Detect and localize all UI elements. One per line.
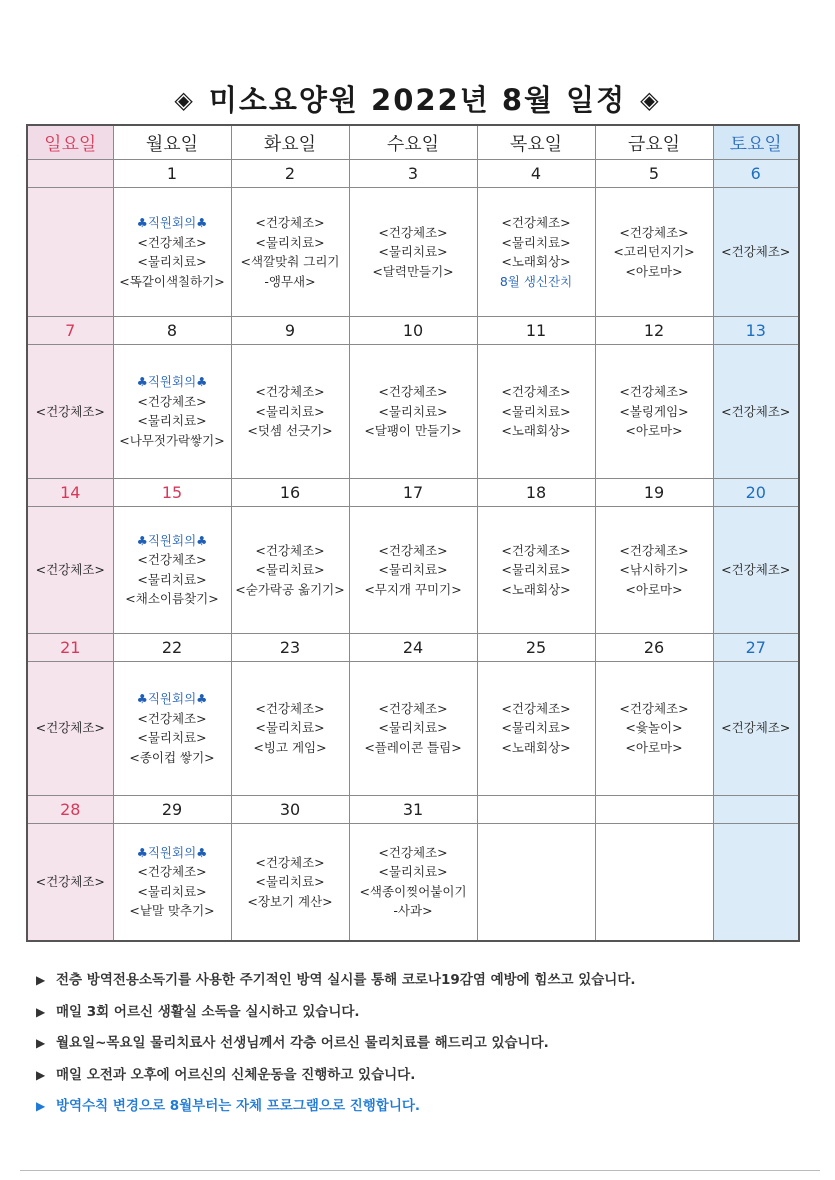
event-item: <건강체조> bbox=[137, 393, 207, 409]
weekday-friday: 금요일 bbox=[595, 125, 713, 160]
date-number-thursday: 25 bbox=[477, 633, 595, 661]
event-item: <건강체조> bbox=[721, 244, 791, 260]
event-item: <건강체조> bbox=[721, 720, 791, 736]
event-item: <건강체조> bbox=[619, 700, 689, 716]
weekday-thursday: 목요일 bbox=[477, 125, 595, 160]
event-item: <물리치료> bbox=[378, 562, 448, 578]
date-number-tuesday: 9 bbox=[231, 316, 349, 344]
event-item: <건강체조> bbox=[255, 215, 325, 231]
day-cell-wednesday bbox=[349, 345, 477, 479]
week-events-row bbox=[27, 823, 799, 941]
note-text: 전층 방역전용소독기를 사용한 주기적인 방역 실시를 통해 코로나19감염 예방에 힘쓰고 있습니다. bbox=[56, 972, 636, 988]
triangle-arrow-icon: ▶ bbox=[36, 1067, 46, 1082]
date-number-sunday: 28 bbox=[27, 795, 113, 823]
event-item: <건강체조> bbox=[137, 710, 207, 726]
event-item: <아로마> bbox=[625, 581, 683, 597]
event-item: <건강체조> bbox=[721, 403, 791, 419]
date-number-tuesday: 23 bbox=[231, 633, 349, 661]
note-item bbox=[36, 1063, 806, 1083]
day-cell-sunday bbox=[27, 506, 113, 633]
event-item: <낚시하기> bbox=[619, 562, 689, 578]
event-highlight: ♣직원회의♣ bbox=[136, 691, 208, 707]
event-item: <건강체조> bbox=[619, 542, 689, 558]
event-item: <건강체조> bbox=[35, 874, 105, 890]
diamond-icon: ◈ bbox=[640, 86, 661, 114]
event-item: <물리치료> bbox=[137, 883, 207, 899]
day-cell-sunday bbox=[27, 661, 113, 795]
event-item: <똑같이색칠하기> bbox=[119, 273, 225, 289]
event-item: <물리치료> bbox=[501, 720, 571, 736]
weekday-wednesday: 수요일 bbox=[349, 125, 477, 160]
event-item: <물리치료> bbox=[255, 874, 325, 890]
event-item: <건강체조> bbox=[35, 562, 105, 578]
event-item: <건강체조> bbox=[378, 384, 448, 400]
event-item: <건강체조> bbox=[255, 542, 325, 558]
day-cell-wednesday bbox=[349, 188, 477, 317]
event-item: <건강체조> bbox=[255, 384, 325, 400]
diamond-icon: ◈ bbox=[174, 86, 195, 114]
date-number-monday: 1 bbox=[113, 160, 231, 188]
date-number-saturday: 27 bbox=[713, 633, 799, 661]
event-item: <무지개 꾸미기> bbox=[364, 581, 462, 597]
event-item: <건강체조> bbox=[255, 854, 325, 870]
date-number-sunday: 14 bbox=[27, 478, 113, 506]
event-item: <아로마> bbox=[625, 739, 683, 755]
page-title bbox=[0, 78, 835, 119]
day-cell-monday bbox=[113, 823, 231, 941]
event-item: <물리치료> bbox=[137, 730, 207, 746]
date-number-saturday: 6 bbox=[713, 160, 799, 188]
event-item: -사과> bbox=[393, 903, 433, 919]
date-number-saturday: 20 bbox=[713, 478, 799, 506]
event-item: <종이컵 쌓기> bbox=[129, 749, 215, 765]
date-number-sunday bbox=[27, 160, 113, 188]
date-number-thursday bbox=[477, 795, 595, 823]
event-item: <물리치료> bbox=[137, 571, 207, 587]
day-cell-sunday bbox=[27, 823, 113, 941]
week-number-row bbox=[27, 478, 799, 506]
week-number-row bbox=[27, 316, 799, 344]
date-number-thursday: 11 bbox=[477, 316, 595, 344]
event-item: <건강체조> bbox=[378, 224, 448, 240]
event-item: <건강체조> bbox=[378, 844, 448, 860]
event-item: <건강체조> bbox=[35, 403, 105, 419]
day-cell-wednesday bbox=[349, 506, 477, 633]
day-cell-friday bbox=[595, 661, 713, 795]
day-cell-tuesday bbox=[231, 506, 349, 633]
date-number-saturday: 13 bbox=[713, 316, 799, 344]
event-item: <아로마> bbox=[625, 263, 683, 279]
day-cell-wednesday bbox=[349, 661, 477, 795]
event-item: <플레이콘 틀림> bbox=[364, 739, 462, 755]
event-item: <건강체조> bbox=[35, 720, 105, 736]
day-cell-friday bbox=[595, 506, 713, 633]
event-item: <물리치료> bbox=[137, 254, 207, 270]
day-cell-tuesday bbox=[231, 345, 349, 479]
note-text: 매일 3회 어르신 생활실 소독을 실시하고 있습니다. bbox=[56, 1003, 360, 1020]
event-highlight: 8월 생신잔치 bbox=[499, 273, 573, 289]
date-number-friday: 12 bbox=[595, 316, 713, 344]
event-item: <물리치료> bbox=[378, 403, 448, 419]
date-number-wednesday: 31 bbox=[349, 795, 477, 823]
day-cell-saturday bbox=[713, 188, 799, 317]
event-highlight: ♣직원회의♣ bbox=[136, 374, 208, 390]
note-item bbox=[36, 968, 806, 988]
event-item: <물리치료> bbox=[255, 234, 325, 250]
event-highlight: ♣직원회의♣ bbox=[136, 532, 208, 548]
event-item: <물리치료> bbox=[378, 720, 448, 736]
day-cell-monday bbox=[113, 345, 231, 479]
event-item: <윷놀이> bbox=[625, 720, 683, 736]
weekday-header-row bbox=[27, 125, 799, 160]
date-number-friday: 19 bbox=[595, 478, 713, 506]
event-item: <물리치료> bbox=[378, 244, 448, 260]
date-number-thursday: 18 bbox=[477, 478, 595, 506]
title-text: 미소요양원 2022년 8월 일정 bbox=[208, 83, 627, 117]
date-number-monday: 29 bbox=[113, 795, 231, 823]
date-number-wednesday: 17 bbox=[349, 478, 477, 506]
event-item: <노래회상> bbox=[501, 423, 571, 439]
event-highlight: ♣직원회의♣ bbox=[136, 844, 208, 860]
event-highlight: ♣직원회의♣ bbox=[136, 215, 208, 231]
event-item: <고리던지기> bbox=[613, 244, 695, 260]
day-cell-sunday bbox=[27, 345, 113, 479]
date-number-saturday bbox=[713, 795, 799, 823]
date-number-wednesday: 24 bbox=[349, 633, 477, 661]
note-text: 월요일~목요일 물리치료사 선생님께서 각층 어르신 물리치료를 해드리고 있습니다. bbox=[56, 1035, 549, 1051]
day-cell-monday bbox=[113, 661, 231, 795]
day-cell-wednesday bbox=[349, 823, 477, 941]
event-item: <숟가락공 옮기기> bbox=[235, 581, 345, 597]
event-item: <건강체조> bbox=[721, 562, 791, 578]
day-cell-saturday bbox=[713, 506, 799, 633]
event-item: <건강체조> bbox=[137, 234, 207, 250]
week-number-row bbox=[27, 633, 799, 661]
event-item: <노래회상> bbox=[501, 581, 571, 597]
event-item: <물리치료> bbox=[501, 234, 571, 250]
note-text: 매일 오전과 오후에 어르신의 신체운동을 진행하고 있습니다. bbox=[56, 1066, 416, 1083]
event-item: <아로마> bbox=[625, 423, 683, 439]
date-number-friday bbox=[595, 795, 713, 823]
week-events-row bbox=[27, 188, 799, 317]
event-item: <채소이름찾기> bbox=[125, 591, 219, 607]
event-item: <건강체조> bbox=[378, 542, 448, 558]
day-cell-saturday bbox=[713, 823, 799, 941]
week-events-row bbox=[27, 345, 799, 479]
event-item: <덧셈 선긋기> bbox=[247, 423, 333, 439]
event-item: <물리치료> bbox=[255, 720, 325, 736]
event-item: <건강체조> bbox=[619, 224, 689, 240]
event-item: <건강체조> bbox=[378, 700, 448, 716]
day-cell-thursday bbox=[477, 506, 595, 633]
date-number-monday: 22 bbox=[113, 633, 231, 661]
event-item: <건강체조> bbox=[137, 864, 207, 880]
event-item: <물리치료> bbox=[501, 403, 571, 419]
day-cell-saturday bbox=[713, 661, 799, 795]
date-number-tuesday: 30 bbox=[231, 795, 349, 823]
event-item: <색종이찢어붙이기 bbox=[359, 883, 467, 899]
day-cell-thursday bbox=[477, 661, 595, 795]
date-number-sunday: 7 bbox=[27, 316, 113, 344]
event-item: <건강체조> bbox=[501, 384, 571, 400]
date-number-thursday: 4 bbox=[477, 160, 595, 188]
calendar-table bbox=[26, 124, 800, 942]
note-item bbox=[36, 1031, 806, 1051]
date-number-tuesday: 16 bbox=[231, 478, 349, 506]
date-number-monday: 15 bbox=[113, 478, 231, 506]
event-item: <달력만들기> bbox=[372, 263, 454, 279]
event-item: <물리치료> bbox=[255, 562, 325, 578]
date-number-wednesday: 3 bbox=[349, 160, 477, 188]
weekday-tuesday: 화요일 bbox=[231, 125, 349, 160]
day-cell-tuesday bbox=[231, 188, 349, 317]
notes-list bbox=[36, 968, 806, 1126]
day-cell-friday bbox=[595, 188, 713, 317]
day-cell-tuesday bbox=[231, 661, 349, 795]
date-number-tuesday: 2 bbox=[231, 160, 349, 188]
week-events-row bbox=[27, 506, 799, 633]
event-item: <달팽이 만들기> bbox=[364, 423, 462, 439]
week-number-row bbox=[27, 795, 799, 823]
event-item: <빙고 게임> bbox=[253, 739, 327, 755]
day-cell-sunday bbox=[27, 188, 113, 317]
date-number-friday: 5 bbox=[595, 160, 713, 188]
event-item: <노래회상> bbox=[501, 254, 571, 270]
triangle-arrow-icon: ▶ bbox=[36, 1036, 46, 1050]
day-cell-thursday bbox=[477, 188, 595, 317]
divider bbox=[20, 1170, 820, 1171]
event-item: <물리치료> bbox=[501, 562, 571, 578]
event-item: <나무젓가락쌓기> bbox=[119, 432, 225, 448]
day-cell-friday bbox=[595, 345, 713, 479]
event-item: <색깔맞춰 그리기 bbox=[240, 254, 340, 270]
event-item: <낱말 맞추기> bbox=[129, 903, 215, 919]
weekday-monday: 월요일 bbox=[113, 125, 231, 160]
event-item: <건강체조> bbox=[137, 552, 207, 568]
event-item: <건강체조> bbox=[501, 215, 571, 231]
day-cell-thursday bbox=[477, 345, 595, 479]
day-cell-friday bbox=[595, 823, 713, 941]
event-item: <노래회상> bbox=[501, 739, 571, 755]
note-item bbox=[36, 1094, 806, 1114]
date-number-friday: 26 bbox=[595, 633, 713, 661]
event-item: <물리치료> bbox=[255, 403, 325, 419]
triangle-arrow-icon: ▶ bbox=[36, 973, 46, 987]
day-cell-thursday bbox=[477, 823, 595, 941]
weekday-saturday: 토요일 bbox=[713, 125, 799, 160]
note-item bbox=[36, 1000, 806, 1020]
event-item: <물리치료> bbox=[378, 864, 448, 880]
weekday-sunday: 일요일 bbox=[27, 125, 113, 160]
event-item: -앵무새> bbox=[264, 273, 316, 289]
note-text: 방역수칙 변경으로 8월부터는 자체 프로그램으로 진행합니다. bbox=[56, 1098, 421, 1114]
week-events-row bbox=[27, 661, 799, 795]
triangle-arrow-icon: ▶ bbox=[36, 1004, 46, 1019]
day-cell-monday bbox=[113, 188, 231, 317]
event-item: <물리치료> bbox=[137, 413, 207, 429]
event-item: <건강체조> bbox=[501, 700, 571, 716]
date-number-sunday: 21 bbox=[27, 633, 113, 661]
event-item: <건강체조> bbox=[619, 384, 689, 400]
triangle-arrow-icon: ▶ bbox=[36, 1099, 46, 1113]
event-item: <건강체조> bbox=[501, 542, 571, 558]
event-item: <건강체조> bbox=[255, 700, 325, 716]
date-number-wednesday: 10 bbox=[349, 316, 477, 344]
day-cell-monday bbox=[113, 506, 231, 633]
date-number-monday: 8 bbox=[113, 316, 231, 344]
week-number-row bbox=[27, 160, 799, 188]
day-cell-tuesday bbox=[231, 823, 349, 941]
day-cell-saturday bbox=[713, 345, 799, 479]
event-item: <볼링게임> bbox=[619, 403, 689, 419]
event-item: <장보기 계산> bbox=[247, 893, 333, 909]
